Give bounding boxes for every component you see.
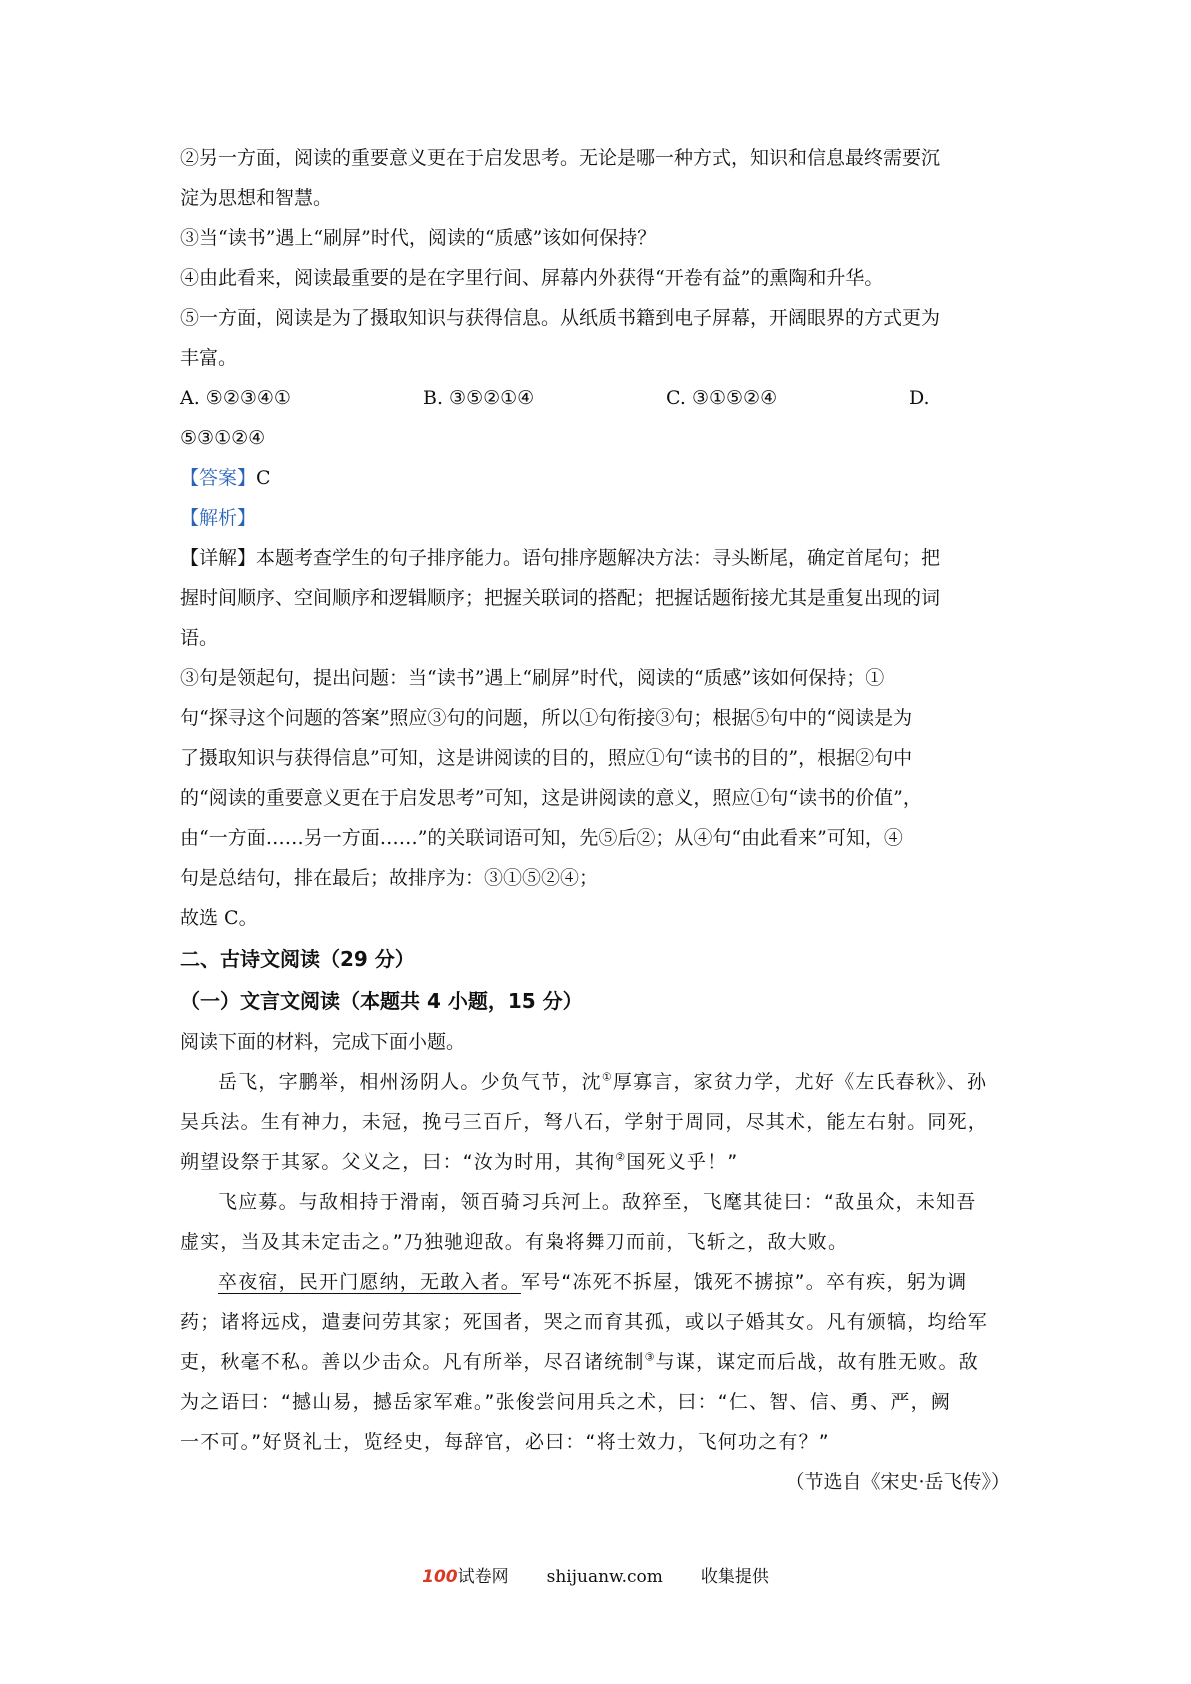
sentence-2-line2: 淀为思想和智慧。 <box>180 187 333 209</box>
detail-line-5: 句“探寻这个问题的答案”照应③句的问题，所以①句衔接③句；根据⑤句中的“阅读是为 <box>180 707 913 729</box>
detail-line-2: 握时间顺序、空间顺序和逻辑顺序；把握关联词的搭配；把握话题衔接尤其是重复出现的词 <box>180 587 941 609</box>
sentence-4: ④由此看来，阅读最重要的是在字里行间、屏幕内外获得“开卷有益”的熏陶和升华。 <box>180 267 884 289</box>
sentence-2-line1: ②另一方面，阅读的重要意义更在于启发思考。无论是哪一种方式，知识和信息最终需要沉 <box>180 147 941 169</box>
detail-line-4: ③句是领起句，提出问题：当“读书”遇上“刷屏”时代，阅读的“质感”该如何保持；① <box>180 667 885 689</box>
passage-text: 朔望设祭于其冢。父义之，曰：“汝为时用，其徇 <box>180 1151 616 1173</box>
option-d-label: D. <box>909 387 930 409</box>
detail-line-7: 的“阅读的重要意义更在于启发思考”可知，这是讲阅读的意义，照应①句“读书的价值”， <box>180 787 922 809</box>
passage-p1-line1 <box>180 1062 1020 1102</box>
document-body <box>180 138 1020 1502</box>
footnote-marker-2: ② <box>615 1150 627 1164</box>
passage-p2-line2: 虚实，当及其未定击之。”乃独驰迎敌。有枭将舞刀而前，飞斩之，敌大败。 <box>180 1231 849 1253</box>
detail-line-6: 了摄取知识与获得信息”可知，这是讲阅读的目的，照应①句“读书的目的”，根据②句中 <box>180 747 913 769</box>
passage-p3-line1 <box>180 1262 1020 1302</box>
sentence-5-line2: 丰富。 <box>180 347 238 369</box>
site-name: 试卷网 <box>457 1567 509 1587</box>
passage-text: 与谋，谋定而后战，故有胜无败。敌 <box>655 1351 979 1373</box>
option-b: B. ③⑤②①④ <box>423 387 535 409</box>
answer-value: C <box>256 467 271 489</box>
page-footer <box>0 1562 1191 1587</box>
passage-p1-line2: 吴兵法。生有神力，未冠，挽弓三百斤，弩八石，学射于周同，尽其术，能左右射。同死， <box>180 1111 989 1133</box>
footnote-marker-3: ③ <box>644 1350 656 1364</box>
option-d-value: ⑤③①②④ <box>180 427 266 449</box>
option-c: C. ③①⑤②④ <box>666 387 778 409</box>
sentence-3: ③当“读书”遇上“刷屏”时代，阅读的“质感”该如何保持？ <box>180 227 657 249</box>
detail-line-3: 语。 <box>180 627 219 649</box>
site-domain: shijuanw.com <box>546 1567 663 1587</box>
answer-options <box>180 378 1020 418</box>
passage-p1-line3 <box>180 1142 1020 1182</box>
instruction: 阅读下面的材料，完成下面小题。 <box>180 1031 466 1053</box>
passage-text: 厚寡言，家贫力学，尤好《左氏春秋》、孙 <box>612 1071 988 1093</box>
passage-text: 吏，秋毫不私。善以少击众。凡有所举，尽召诸统制 <box>180 1351 645 1373</box>
passage-p3-line2: 药；诸将远戍，遣妻问劳其家；死国者，哭之而育其孤，或以子婚其女。凡有颁犒，均给军 <box>180 1311 989 1333</box>
analysis-tag: 【解析】 <box>180 507 257 529</box>
passage-p2-line1: 飞应募。与敌相持于滑南，领百骑习兵河上。敌猝至，飞麾其徒曰：“敌虽众，未知吾 <box>218 1191 977 1213</box>
footer-note: 收集提供 <box>700 1567 769 1587</box>
option-a: A. ⑤②③④① <box>180 387 291 409</box>
passage-p3-line3 <box>180 1342 1020 1382</box>
section-title: 二、古诗文阅读（29 分） <box>180 947 415 971</box>
underlined-sentence: 卒夜宿，民开门愿纳，无敢入者。 <box>218 1271 522 1293</box>
site-logo: 100 <box>422 1567 458 1587</box>
sentence-5-line1: ⑤一方面，阅读是为了摄取知识与获得信息。从纸质书籍到电子屏幕，开阔眼界的方式更为 <box>180 307 941 329</box>
detail-line-10: 故选 C。 <box>180 907 258 929</box>
answer-tag: 【答案】 <box>180 467 257 489</box>
detail-line-8: 由“一方面……另一方面……”的关联词语可知，先⑤后②；从④句“由此看来”可知，④ <box>180 827 903 849</box>
subsection-title: （一）文言文阅读（本题共 4 小题，15 分） <box>180 989 583 1013</box>
passage-p3-line5: 一不可。”好贤礼士，览经史，每辞官，必曰：“将士效力，飞何功之有？” <box>180 1431 830 1453</box>
answer-line <box>180 458 1020 498</box>
footnote-marker-1: ① <box>601 1070 613 1084</box>
passage-source: （节选自《宋史·岳飞传》） <box>785 1471 1010 1493</box>
passage-text: 国死义乎！” <box>626 1151 739 1173</box>
passage-text: 岳飞，字鹏举，相州汤阴人。少负气节，沈 <box>218 1071 602 1093</box>
detail-line-1: 【详解】本题考查学生的句子排序能力。语句排序题解决方法：寻头断尾，确定首尾句；把 <box>180 547 941 569</box>
detail-line-9: 句是总结句，排在最后；故排序为：③①⑤②④； <box>180 867 599 889</box>
passage-text: 军号“冻死不拆屋，饿死不掳掠”。卒有疾，躬为调 <box>521 1271 968 1293</box>
passage-p3-line4: 为之语曰：“撼山易，撼岳家军难。”张俊尝问用兵之术，曰：“仁、智、信、勇、严，阙 <box>180 1391 952 1413</box>
